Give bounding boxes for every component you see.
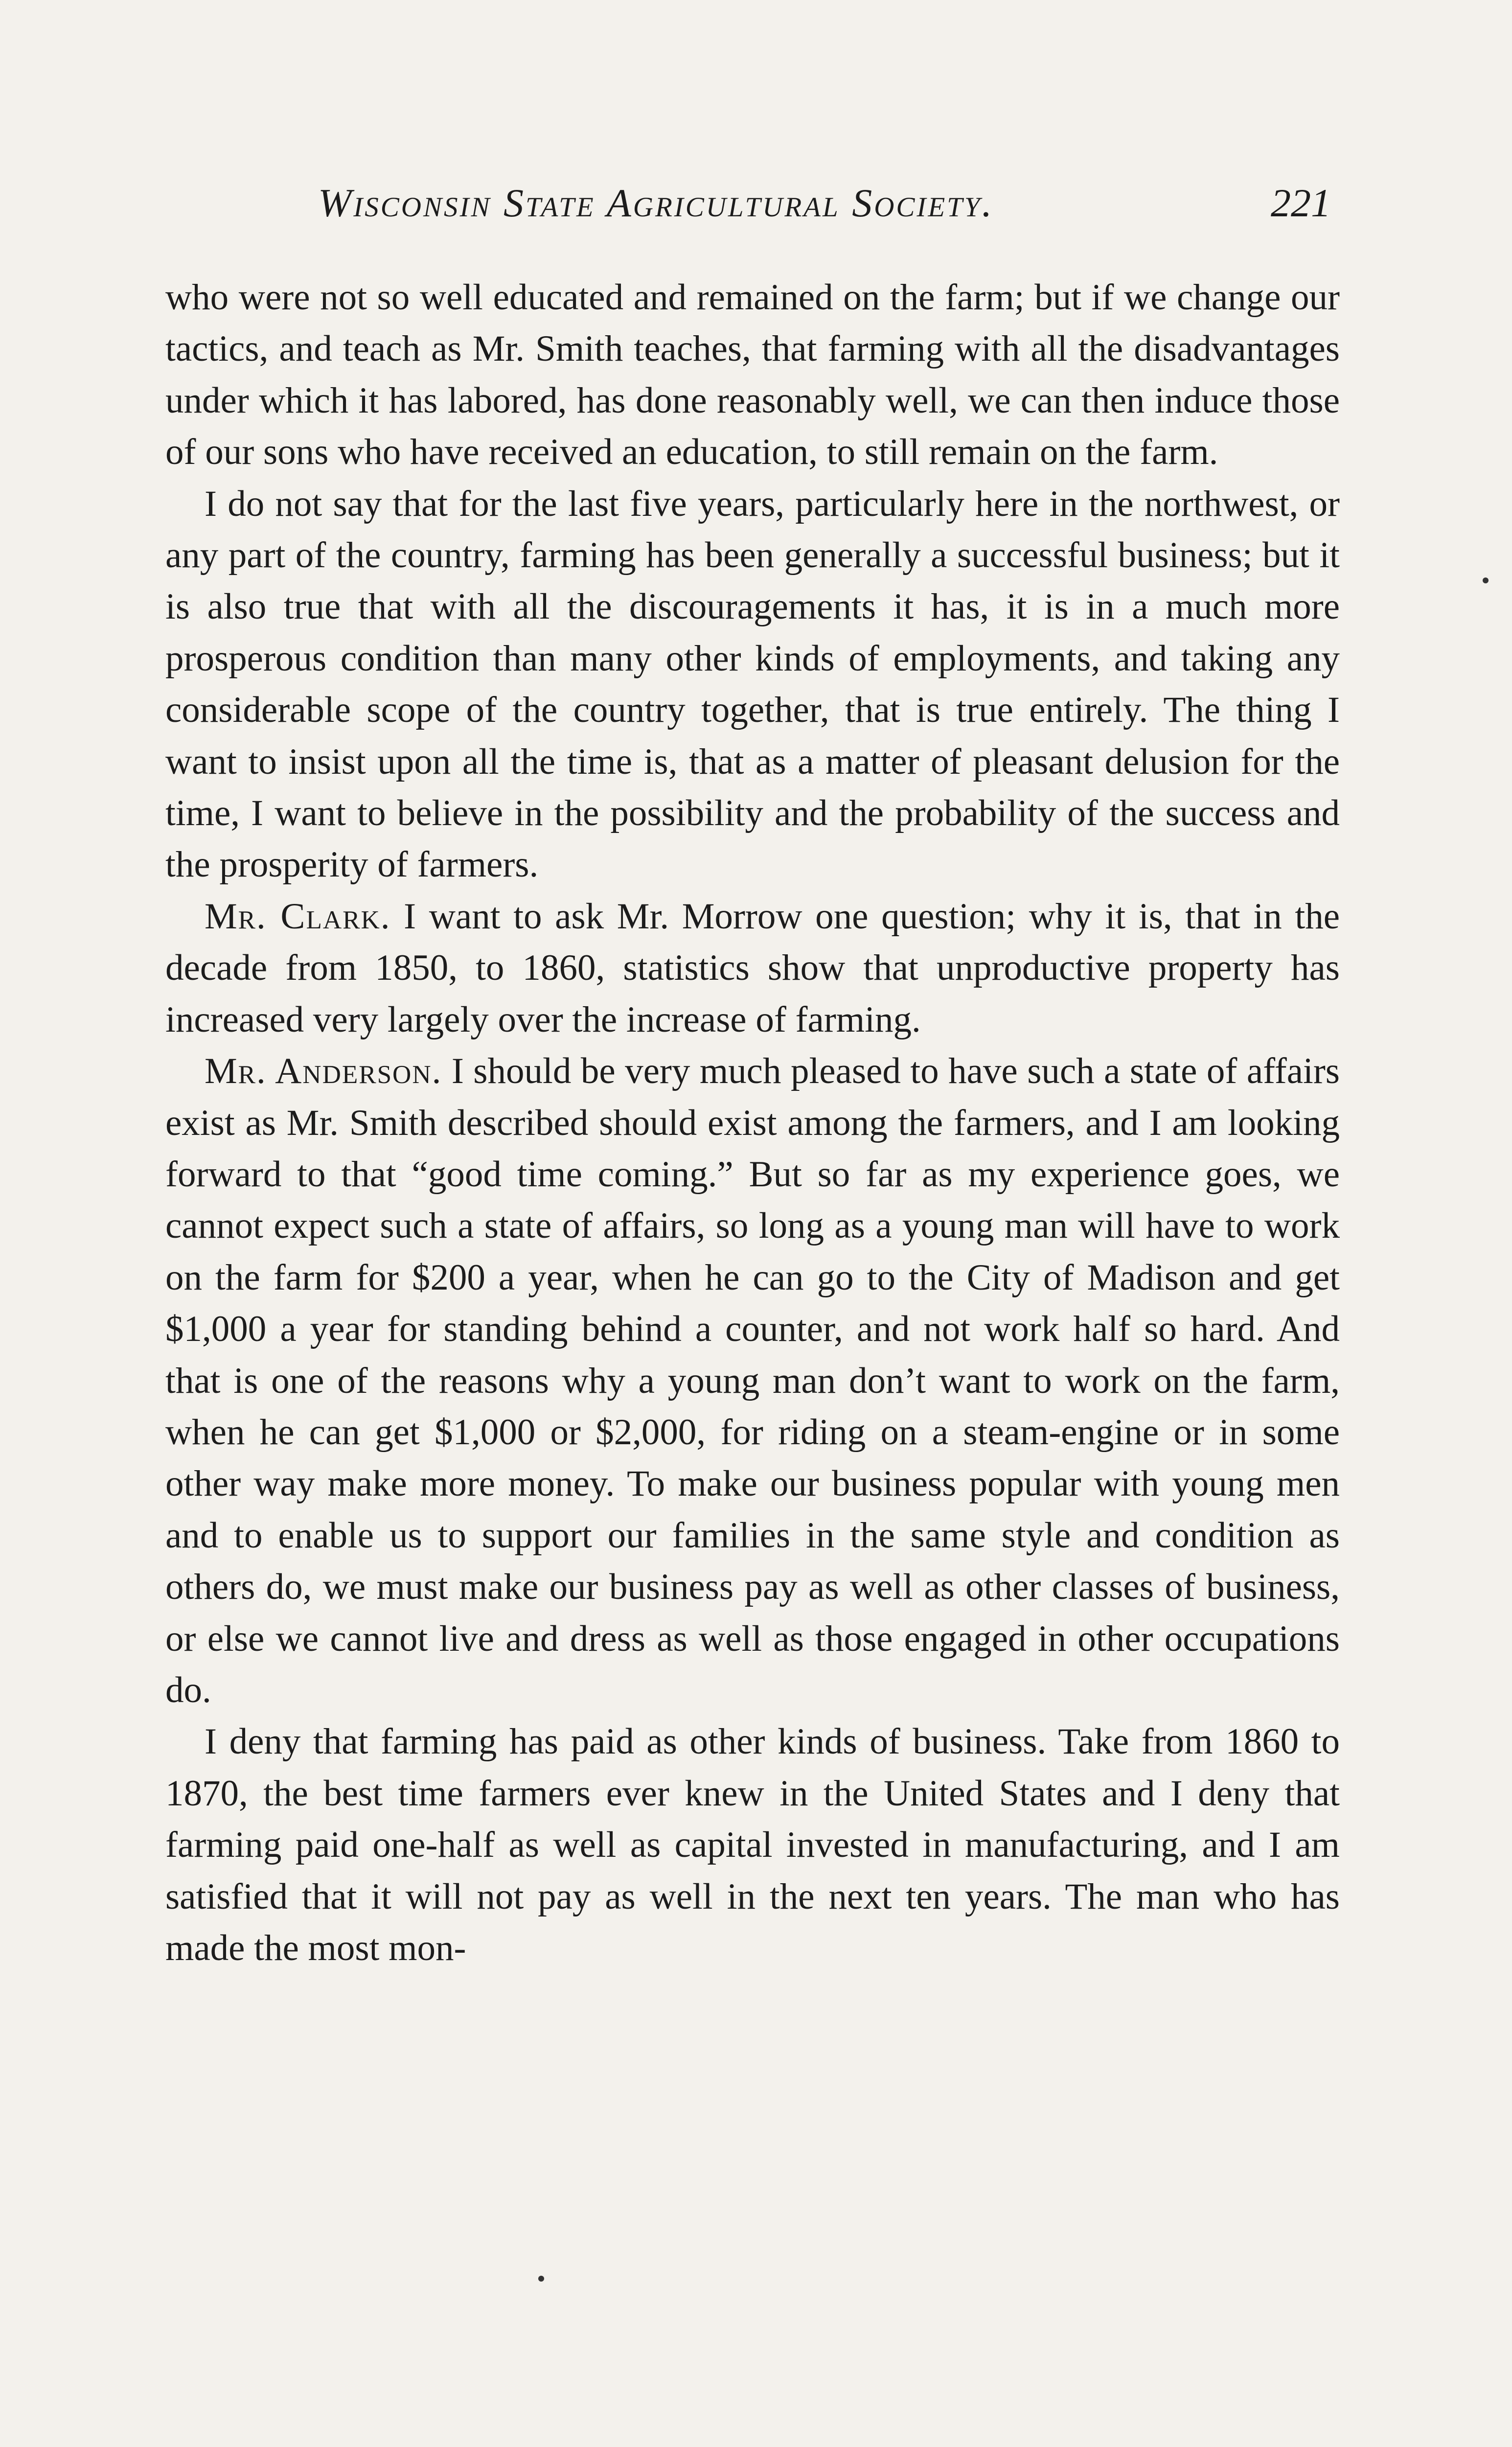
paragraph <box>165 1716 1340 1974</box>
print-speck <box>1483 577 1489 583</box>
paragraph <box>165 891 1340 1045</box>
print-speck <box>538 2276 544 2282</box>
paragraph <box>165 1045 1340 1716</box>
speaker-name: Mr. Clark. <box>205 896 391 937</box>
running-title: Wisconsin State Agricultural Society. <box>318 181 994 225</box>
paragraph-text: I deny that farming has paid as other kinds of business. Take from 1860 to 1870, the best time farmers ever knew in the United States and I deny that farming paid one-half as well as capital invested in manufacturing, and I am satisfied that it will not pay as well in the next ten years. The man who has made the most mon- <box>165 1721 1340 1968</box>
page-header <box>318 180 1331 234</box>
paragraph-text: I want to ask Mr. Morrow one question; why it is, that in the decade from 1850, to 1860, statistics show that unproductive property has increased very largely over the increase of farming. <box>165 896 1340 1040</box>
paragraph-text: who were not so well educated and remained on the farm; but if we change our tactics, and teach as Mr. Smith teaches, that farming with all the disadvantages under which it has labored, has done reasonably well, we can then induce those of our sons who have received an education, to still remain on the farm. <box>165 277 1340 473</box>
paragraph <box>165 478 1340 891</box>
paragraph-text: I do not say that for the last five years, particularly here in the northwest, or any part of the country, farming has been generally a successful business; but it is also true that with all the discouragements it has, it is in a much more prosperous condition than many other kinds of employments, and taking any considerable scope of the country together, that is true entirely. The thing I want to insist upon all the time is, that as a matter of pleasant delusion for the time, I want to believe in the possibility and the probability of the success and the prosperity of farmers. <box>165 483 1340 885</box>
paragraph-text: I should be very much pleased to have such a state of affairs exist as Mr. Smith described should exist among the farmers, and I am looking forward to that “good time coming.” But so far as my experience goes, we cannot expect such a state of affairs, so long as a young man will have to work on the farm for $200 a year, when he can go to the City of Madison and get $1,000 a year for standing behind a counter, and not work half so hard. And that is one of the reasons why a young man don’t want to work on the farm, when he can get $1,000 or $2,000, for riding on a steam-engine or in some other way make more money. To make our business popular with young men and to enable us to support our families in the same style and condition as others do, we must make our business pay as well as other classes of business, or else we cannot live and dress as well as those engaged in other occupations do. <box>165 1051 1340 1710</box>
body-text <box>165 272 1340 1974</box>
speaker-name: Mr. Anderson. <box>205 1051 442 1092</box>
paragraph <box>165 272 1340 478</box>
page-number: 221 <box>1271 181 1331 225</box>
